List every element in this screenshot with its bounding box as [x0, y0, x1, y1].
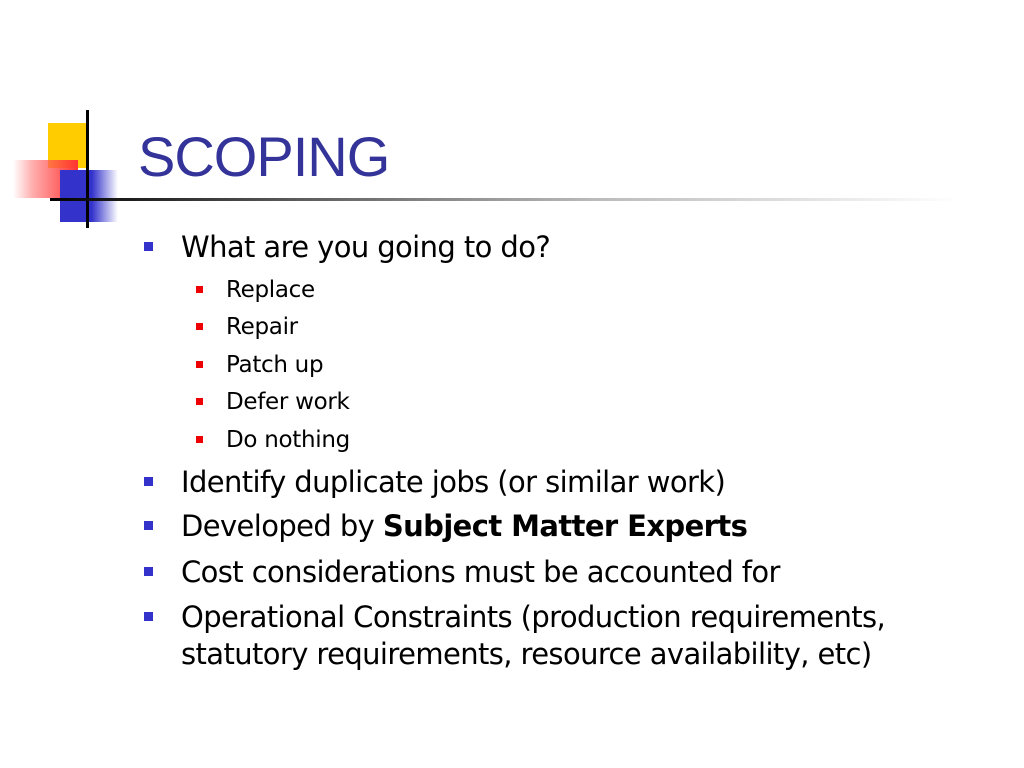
sub-bullet-text: Replace — [226, 277, 315, 303]
sub-bullet-text: Patch up — [226, 352, 324, 378]
bullet-text-prefix: Developed by — [181, 509, 383, 543]
sub-bullet-item — [196, 387, 350, 417]
bullet-item — [144, 554, 984, 591]
bullet-text: Operational Constraints (production requirements, statutory requirements, resource availability, etc) — [181, 600, 886, 671]
square-bullet-icon — [144, 242, 153, 251]
sub-bullet-text: Do nothing — [226, 427, 350, 453]
title-underline — [50, 198, 960, 201]
sub-bullet-text: Defer work — [226, 389, 350, 415]
bullet-text: Cost considerations must be accounted for — [181, 555, 780, 589]
logo-blue-square — [60, 170, 118, 222]
bullet-item — [144, 599, 984, 673]
sub-bullet-item — [196, 312, 298, 342]
square-bullet-icon — [196, 436, 203, 443]
square-bullet-icon — [196, 286, 203, 293]
bullet-item — [144, 464, 984, 501]
square-bullet-icon — [144, 567, 153, 576]
square-bullet-icon — [196, 323, 203, 330]
logo-vertical-line — [86, 110, 89, 228]
square-bullet-icon — [196, 361, 203, 368]
sub-bullet-item — [196, 275, 315, 305]
square-bullet-icon — [144, 612, 153, 621]
sub-bullet-text: Repair — [226, 314, 298, 340]
square-bullet-icon — [196, 398, 203, 405]
slide-title: SCOPING — [138, 125, 390, 188]
bullet-text-emphasis: Subject Matter Experts — [382, 509, 748, 543]
sub-bullet-item — [196, 425, 350, 455]
bullet-item — [144, 508, 984, 545]
bullet-item — [144, 229, 984, 266]
bullet-text — [181, 508, 984, 545]
square-bullet-icon — [144, 477, 153, 486]
bullet-text: Identify duplicate jobs (or similar work) — [181, 465, 726, 499]
sub-bullet-item — [196, 350, 323, 380]
square-bullet-icon — [144, 521, 153, 530]
bullet-text: What are you going to do? — [181, 230, 551, 264]
